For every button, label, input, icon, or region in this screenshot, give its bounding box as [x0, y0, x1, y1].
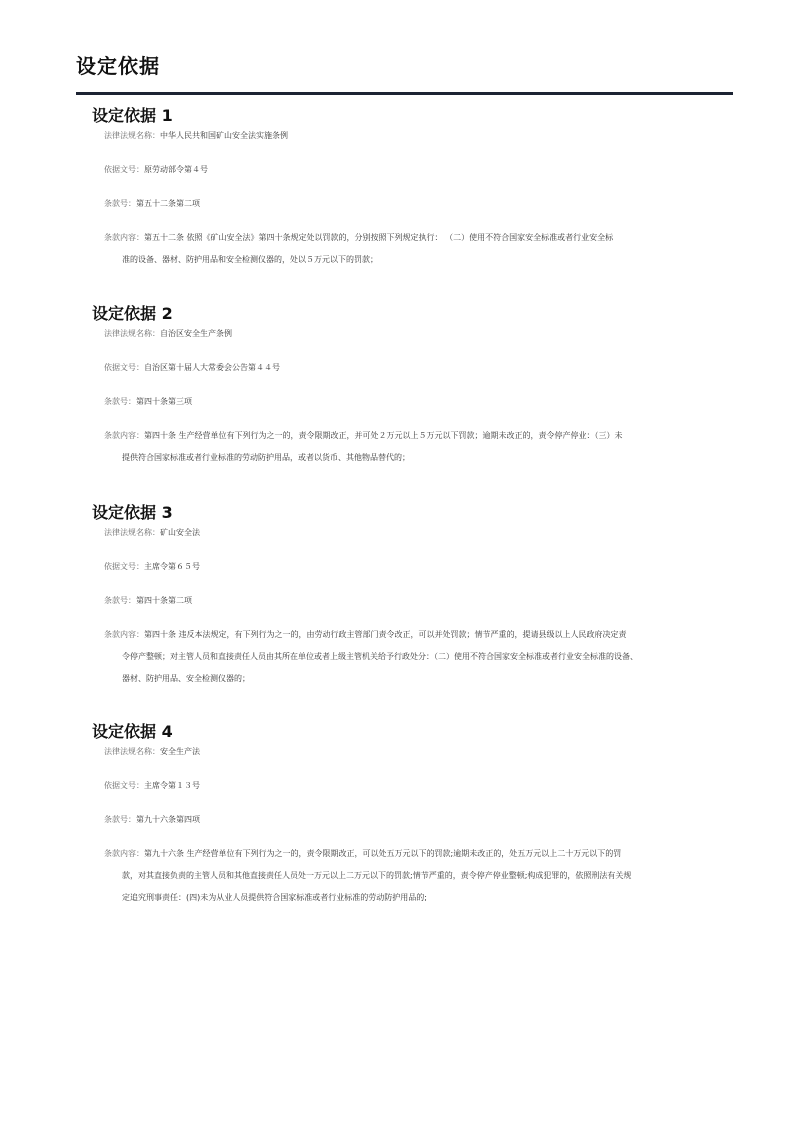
- basis-section-4: [92, 722, 692, 902]
- content-line-1: 第五十二条 依照《矿山安全法》第四十条规定处以罚款的，分别按照下列规定执行： （二）使用不符合国家安全标准或者行业安全标: [144, 233, 614, 242]
- page-title: 设定依据: [76, 54, 160, 78]
- doc-no-field: [104, 164, 208, 176]
- content-line-1: 第四十条 生产经营单位有下列行为之一的，责令限期改正，并可处２万元以上５万元以下罚款；逾期未改正的，责令停产停业：（三）未: [144, 431, 623, 440]
- law-name-field: [104, 527, 200, 539]
- doc-no-label: 依据文号：: [104, 781, 144, 790]
- content-field: [104, 843, 690, 909]
- article-no-field: [104, 814, 200, 826]
- doc-no-label: 依据文号：: [104, 562, 144, 571]
- doc-no-label: 依据文号：: [104, 363, 144, 372]
- doc-no-value: 原劳动部令第４号: [144, 165, 208, 174]
- law-name-field: [104, 746, 200, 758]
- article-no-label: 条款号：: [104, 397, 136, 406]
- content-field: [104, 227, 690, 271]
- content-label: 条款内容：: [104, 233, 144, 242]
- content-line-2: 款，对其直接负责的主管人员和其他直接责任人员处一万元以上二万元以下的罚款;情节严重的，责令停产停业整顿;构成犯罪的，依照刑法有关规: [122, 871, 632, 880]
- doc-no-value: 主席令第６５号: [144, 562, 200, 571]
- law-name-label: 法律法规名称：: [104, 528, 160, 537]
- law-name-value: 安全生产法: [160, 747, 200, 756]
- doc-no-field: [104, 362, 280, 374]
- content-label: 条款内容：: [104, 431, 144, 440]
- doc-no-value: 自治区第十届人大常委会公告第４４号: [144, 363, 280, 372]
- basis-section-1: [92, 106, 692, 264]
- article-no-label: 条款号：: [104, 199, 136, 208]
- basis-section-3: [92, 503, 692, 683]
- law-name-field: [104, 130, 288, 142]
- law-name-value: 矿山安全法: [160, 528, 200, 537]
- content-line-2: 提供符合国家标准或者行业标准的劳动防护用品，或者以货币、其他物品替代的；: [122, 453, 410, 462]
- content-line-3: 定追究刑事责任：(四)未为从业人员提供符合国家标准或者行业标准的劳动防护用品的;: [122, 893, 427, 902]
- article-no-label: 条款号：: [104, 815, 136, 824]
- title-divider: [76, 92, 733, 95]
- law-name-value: 中华人民共和国矿山安全法实施条例: [160, 131, 288, 140]
- basis-heading: 设定依据 2: [92, 304, 173, 323]
- article-no-label: 条款号：: [104, 596, 136, 605]
- basis-heading: 设定依据 4: [92, 722, 173, 741]
- law-name-label: 法律法规名称：: [104, 329, 160, 338]
- content-label: 条款内容：: [104, 849, 144, 858]
- basis-section-2: [92, 304, 692, 462]
- content-line-2: 准的设备、器材、防护用品和安全检测仪器的，处以５万元以下的罚款；: [122, 255, 378, 264]
- doc-no-field: [104, 780, 200, 792]
- article-no-field: [104, 198, 200, 210]
- content-label: 条款内容：: [104, 630, 144, 639]
- content-line-1: 第九十六条 生产经营单位有下列行为之一的，责令限期改正，可以处五万元以下的罚款;逾期未改正的，处五万元以上二十万元以下的罚: [144, 849, 622, 858]
- article-no-value: 第九十六条第四项: [136, 815, 200, 824]
- article-no-value: 第四十条第二项: [136, 596, 192, 605]
- content-field: [104, 624, 690, 690]
- basis-heading: 设定依据 1: [92, 106, 173, 125]
- article-no-field: [104, 396, 192, 408]
- law-name-label: 法律法规名称：: [104, 131, 160, 140]
- article-no-field: [104, 595, 192, 607]
- article-no-value: 第五十二条第二项: [136, 199, 200, 208]
- law-name-field: [104, 328, 232, 340]
- law-name-label: 法律法规名称：: [104, 747, 160, 756]
- doc-no-field: [104, 561, 200, 573]
- content-field: [104, 425, 690, 469]
- law-name-value: 自治区安全生产条例: [160, 329, 232, 338]
- content-line-3: 器材、防护用品、安全检测仪器的；: [122, 674, 250, 683]
- article-no-value: 第四十条第三项: [136, 397, 192, 406]
- doc-no-value: 主席令第１３号: [144, 781, 200, 790]
- basis-heading: 设定依据 3: [92, 503, 173, 522]
- content-line-2: 令停产整顿；对主管人员和直接责任人员由其所在单位或者上级主管机关给予行政处分：（二）使用不符合国家安全标准或者行业安全标准的设备、: [122, 652, 638, 661]
- content-line-1: 第四十条 违反本法规定，有下列行为之一的，由劳动行政主管部门责令改正，可以并处罚款；情节严重的，提请县级以上人民政府决定责: [144, 630, 627, 639]
- doc-no-label: 依据文号：: [104, 165, 144, 174]
